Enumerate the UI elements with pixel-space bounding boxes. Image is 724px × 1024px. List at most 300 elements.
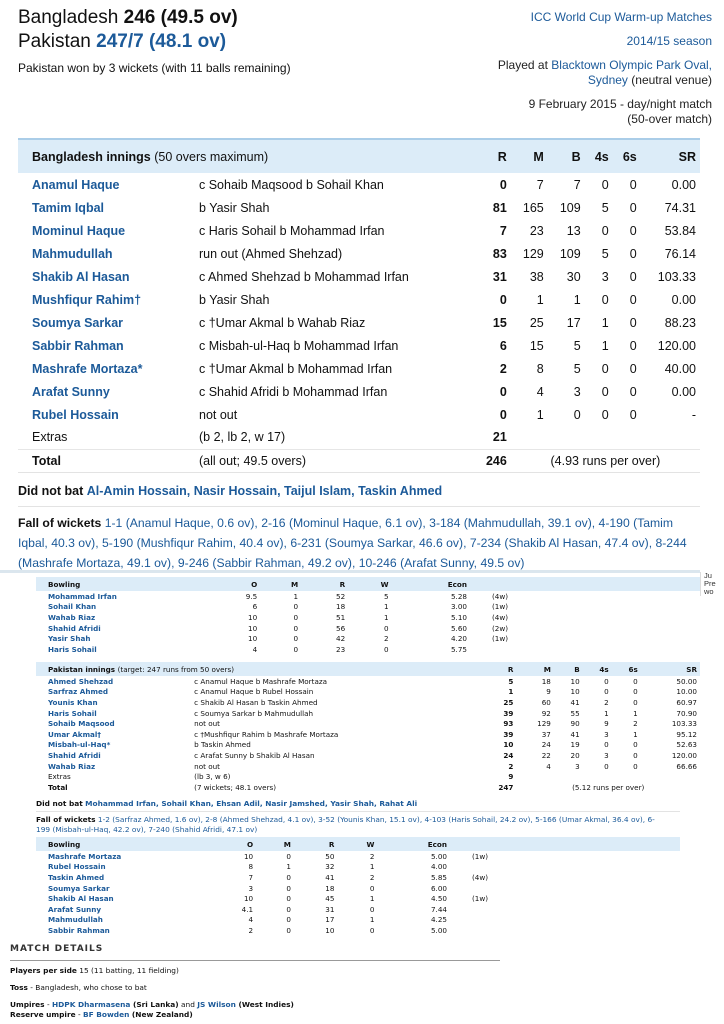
batsman-row [18, 357, 700, 380]
col-wickets: W [337, 837, 377, 851]
venue-link[interactable]: Blacktown Olympic Park Oval, [551, 58, 712, 72]
runs: 5 [508, 676, 514, 686]
bowler-name-link[interactable]: Arafat Sunny [48, 904, 102, 914]
bowler-row [36, 851, 680, 862]
bowler-row [36, 644, 700, 655]
sixes: 0 [629, 223, 637, 238]
wickets: 1 [369, 862, 375, 872]
wickets: 1 [369, 894, 375, 904]
dismissal: c Soumya Sarkar b Mahmudullah [194, 708, 314, 718]
runs: 31 [325, 904, 335, 914]
dismissal: c †Umar Akmal b Mohammad Irfan [199, 361, 393, 376]
minutes: 129 [537, 719, 551, 729]
fours: 3 [601, 269, 609, 284]
sixes: 1 [633, 708, 638, 718]
maidens: 0 [293, 644, 299, 654]
balls: 5 [573, 361, 581, 376]
batsman-name-link[interactable]: Mahmudullah [32, 246, 113, 261]
overs: 10 [248, 623, 258, 633]
batsman-name-link[interactable]: Misbah-ul-Haq* [48, 740, 111, 750]
col-m: M [516, 662, 553, 676]
economy: 5.60 [450, 623, 467, 633]
sixes: 0 [633, 687, 638, 697]
bowler-name-link[interactable]: Mahmudullah [48, 915, 103, 925]
dnb-label: Did not bat [18, 484, 84, 498]
fours: 0 [601, 292, 609, 307]
minutes: 129 [522, 246, 544, 261]
batsman-name-link[interactable]: Soumya Sarkar [32, 315, 124, 330]
pakistan-bowling-table [36, 577, 700, 655]
minutes: 1 [536, 407, 544, 422]
sixes: 0 [629, 246, 637, 261]
fours: 0 [604, 740, 609, 750]
runs: 10 [503, 740, 514, 750]
fours: 0 [604, 676, 609, 686]
wickets: 2 [369, 851, 375, 861]
dismissal: c Haris Sohail b Mohammad Irfan [199, 223, 385, 238]
economy: 5.85 [430, 872, 447, 882]
series-link[interactable]: ICC World Cup Warm-up Matches [530, 10, 712, 24]
sixes: 0 [629, 338, 637, 353]
runs: 7 [499, 223, 507, 238]
fours: 1 [601, 315, 609, 330]
batsman-name-link[interactable]: Mushfiqur Rahim† [32, 292, 142, 307]
runs: 93 [503, 719, 514, 729]
city-link[interactable]: Sydney [587, 73, 628, 87]
dismissal: not out [194, 761, 220, 771]
fow-text: 1-2 (Sarfraz Ahmed, 1.6 ov), 2-8 (Ahmed Shehzad, 4.1 ov), 3-52 (Younis Khan, 15.1 ov), 4-103 (Haris Sohail, 24.2 ov), 5-166 (Umar Akmal, 36.4 ov), 6-199 (Misbah-ul-Haq, 42.2 ov), 7-240 (Shahid Afridi, 47.1 ov) [36, 815, 655, 834]
wickets: 1 [383, 602, 389, 612]
overs: 4.1 [241, 904, 254, 914]
batsman-name-link[interactable]: Tamim Iqbal [32, 200, 105, 215]
strike-rate: - [691, 407, 696, 422]
extras-note: (1w) [472, 894, 489, 904]
reserve-umpire-link[interactable]: BF Bowden [82, 1010, 130, 1019]
innings-title-text: Bangladesh innings [32, 149, 151, 164]
batsman-row [36, 687, 700, 698]
balls: 10 [570, 687, 580, 697]
run-rate: (5.12 runs per over) [572, 782, 645, 792]
dismissal: not out [194, 719, 220, 729]
wickets: 1 [383, 612, 389, 622]
maidens: 0 [293, 612, 299, 622]
dismissal: c Arafat Sunny b Shakib Al Hasan [194, 750, 315, 760]
economy: 5.28 [450, 591, 467, 601]
runs: 56 [336, 623, 346, 633]
match-info [452, 10, 712, 127]
bowler-row [36, 602, 700, 613]
runs: 0 [499, 292, 507, 307]
extras-value: 21 [492, 430, 507, 445]
strike-rate: 50.00 [676, 676, 697, 686]
balls: 17 [566, 315, 581, 330]
sixes: 0 [633, 761, 638, 771]
match-result: Pakistan won by 3 wickets (with 11 balls remaining) [18, 61, 291, 75]
fours: 2 [604, 697, 609, 707]
fours: 0 [601, 407, 609, 422]
total-detail: (7 wickets; 48.1 overs) [194, 782, 277, 792]
dismissal: b Yasir Shah [199, 200, 270, 215]
runs: 51 [336, 612, 346, 622]
col-overs: O [206, 577, 260, 591]
fow-label: Fall of wickets [18, 516, 102, 530]
batsman-row [18, 380, 700, 403]
bowler-name-link[interactable]: Shahid Afridi [48, 623, 101, 633]
overs: 10 [243, 894, 254, 904]
col-b: B [554, 662, 583, 676]
bowler-name-link[interactable]: Wahab Riaz [48, 612, 96, 622]
fall-of-wickets-2 [36, 815, 656, 835]
runs: 15 [492, 315, 507, 330]
wickets: 0 [369, 925, 375, 935]
runs: 81 [492, 200, 507, 215]
runs: 83 [492, 246, 507, 261]
dismissal: b Yasir Shah [199, 292, 270, 307]
economy: 3.00 [450, 602, 467, 612]
extras-note: (1w) [492, 602, 509, 612]
dnb-players[interactable]: Al-Amin Hossain, Nasir Hossain, Taijul Islam, Taskin Ahmed [86, 484, 443, 498]
minutes: 1 [536, 292, 544, 307]
sidebar-text: wo [704, 587, 714, 596]
fours: 9 [604, 719, 609, 729]
sixes: 0 [629, 292, 637, 307]
overs: 10 [243, 851, 254, 861]
overs: 9.5 [245, 591, 258, 601]
players-per-side [10, 966, 179, 976]
batsman-name-link[interactable]: Ahmed Shehzad [48, 676, 114, 686]
col-m: M [511, 139, 548, 173]
team1-score-line [18, 6, 238, 30]
innings-subtitle: (50 overs maximum) [154, 149, 269, 164]
season-link[interactable]: 2014/15 season [626, 34, 712, 48]
fow-label: Fall of wickets [36, 815, 96, 824]
dismissal: c Shakib Al Hasan b Taskin Ahmed [194, 697, 318, 707]
runs: 18 [325, 883, 335, 893]
total-label: Total [18, 449, 195, 472]
extras-note: (4w) [492, 612, 509, 622]
overs: 3 [248, 883, 254, 893]
batsman-row [18, 219, 700, 242]
batsman-row [18, 196, 700, 219]
minutes: 8 [536, 361, 544, 376]
batsman-name-link[interactable]: Sarfraz Ahmed [48, 687, 108, 697]
minutes: 18 [541, 676, 551, 686]
dismissal: c Anamul Haque b Mashrafe Mortaza [194, 676, 328, 686]
sidebar-text: Ju [704, 571, 712, 580]
runs: 25 [503, 697, 514, 707]
bowler-name-link[interactable]: Sohail Khan [48, 602, 97, 612]
bowler-row [36, 872, 680, 883]
fours: 0 [601, 361, 609, 376]
batsman-name-link[interactable]: Rubel Hossain [32, 407, 119, 422]
maidens: 0 [286, 915, 291, 925]
batsman-name-link[interactable]: Sohaib Maqsood [48, 719, 115, 729]
extras-value: 9 [508, 772, 514, 782]
strike-rate: 120.00 [657, 338, 696, 353]
sixes: 0 [629, 269, 637, 284]
players-label: Players per side [10, 966, 77, 975]
extras-note: (1w) [492, 634, 509, 644]
strike-rate: 88.23 [664, 315, 696, 330]
economy: 5.75 [450, 644, 467, 654]
umpire-link[interactable]: JS Wilson [197, 1000, 236, 1009]
col-6s: 6s [613, 139, 641, 173]
batsman-name-link[interactable]: Mominul Haque [32, 223, 126, 238]
wickets: 2 [383, 634, 389, 644]
batsman-name-link[interactable]: Shakib Al Hasan [32, 269, 130, 284]
dismissal: c †Mushfiqur Rahim b Mashrafe Mortaza [194, 729, 339, 739]
minutes: 9 [546, 687, 551, 697]
balls: 0 [573, 407, 581, 422]
and-text: and [178, 1000, 198, 1009]
batsman-row [18, 334, 700, 357]
team1-name: Bangladesh [18, 7, 119, 28]
match-date: 9 February 2015 - day/night match [528, 97, 712, 111]
batsman-name-link[interactable]: Umar Akmal† [48, 729, 101, 739]
col-runs: R [294, 837, 338, 851]
innings-subtitle: (target: 247 runs from 50 overs) [117, 664, 235, 674]
fours: 5 [601, 246, 609, 261]
batsman-row [18, 265, 700, 288]
col-r: R [474, 139, 511, 173]
balls: 19 [570, 740, 580, 750]
run-rate: (4.93 runs per over) [511, 449, 700, 472]
sixes: 0 [629, 361, 637, 376]
col-economy: Econ [377, 837, 450, 851]
team1-score: 246 (49.5 ov) [123, 7, 238, 28]
runs: 2 [499, 361, 507, 376]
col-bowling: Bowling [36, 577, 206, 591]
minutes: 22 [541, 750, 551, 760]
batsman-name-link[interactable]: Wahab Riaz [48, 761, 96, 771]
batsman-row [36, 676, 700, 687]
extras-detail: (lb 3, w 6) [194, 772, 231, 782]
sixes: 0 [629, 384, 637, 399]
maidens: 0 [293, 623, 299, 633]
maidens: 0 [286, 904, 291, 914]
batsman-row [36, 740, 700, 751]
strike-rate: 103.33 [657, 269, 696, 284]
sixes: 0 [629, 407, 637, 422]
col-sr: SR [641, 139, 700, 173]
minutes: 7 [536, 177, 544, 192]
dash: - [44, 1000, 52, 1009]
maidens: 1 [293, 591, 299, 601]
overs: 7 [248, 872, 254, 882]
runs: 45 [325, 894, 335, 904]
strike-rate: 53.84 [664, 223, 696, 238]
team2-score-line [18, 30, 226, 54]
maidens: 0 [286, 925, 291, 935]
bowler-row [36, 915, 680, 926]
neutral-label: (neutral venue) [631, 73, 712, 87]
runs: 1 [508, 687, 514, 697]
col-6s: 6s [612, 662, 641, 676]
runs: 17 [325, 915, 335, 925]
umpire-country: (West Indies) [235, 1000, 294, 1009]
col-economy: Econ [392, 577, 470, 591]
bowler-name-link[interactable]: Yasir Shah [48, 634, 91, 644]
strike-rate: 0.00 [671, 384, 696, 399]
strike-rate: 70.90 [676, 708, 697, 718]
fours: 1 [604, 708, 609, 718]
batsman-name-link[interactable]: Mashrafe Mortaza* [32, 361, 143, 376]
sixes: 0 [633, 697, 638, 707]
economy: 5.00 [430, 851, 447, 861]
balls: 5 [573, 338, 581, 353]
balls: 13 [566, 223, 581, 238]
umpire-link[interactable]: HDPK Dharmasena [51, 1000, 131, 1009]
played-at-label: Played at [497, 58, 548, 72]
batsman-name-link[interactable]: Younis Khan [48, 697, 98, 707]
total-row [18, 449, 700, 472]
bangladesh-batting-table [18, 138, 700, 472]
bowler-name-link[interactable]: Soumya Sarkar [48, 883, 110, 893]
dismissal: not out [199, 407, 238, 422]
did-not-bat-2 [36, 799, 417, 809]
team2-score: 247/7 (48.1 ov) [96, 31, 227, 52]
minutes: 4 [536, 384, 544, 399]
runs: 0 [499, 407, 507, 422]
strike-rate: 103.33 [671, 719, 697, 729]
extras-label: Extras [32, 430, 68, 445]
overs: 4 [252, 644, 258, 654]
runs: 39 [503, 708, 514, 718]
toss [10, 983, 147, 993]
runs: 39 [503, 729, 514, 739]
bowler-name-link[interactable]: Sabbir Rahman [48, 925, 110, 935]
extras-note: (1w) [472, 851, 489, 861]
sixes: 0 [629, 315, 637, 330]
fours: 0 [601, 177, 609, 192]
runs: 32 [325, 862, 335, 872]
wickets: 0 [369, 883, 375, 893]
bowler-name-link[interactable]: Taskin Ahmed [48, 872, 105, 882]
economy: 4.50 [430, 894, 447, 904]
runs: 2 [508, 761, 514, 771]
match-details-title: MATCH DETAILS [10, 944, 104, 954]
fours: 5 [601, 200, 609, 215]
overs: 6 [252, 602, 258, 612]
bowling-header-row [36, 577, 700, 591]
dismissal: c Misbah-ul-Haq b Mohammad Irfan [199, 338, 399, 353]
col-maidens: M [260, 577, 301, 591]
dnb-players[interactable]: Mohammad Irfan, Sohail Khan, Ehsan Adil, Nasir Jamshed, Yasir Shah, Rahat Ali [85, 799, 418, 808]
fall-of-wickets-1 [18, 513, 698, 573]
bowler-row [36, 893, 680, 904]
overs: 8 [248, 862, 254, 872]
venue-line [452, 58, 712, 88]
players-value: 15 (11 batting, 11 fielding) [79, 966, 179, 975]
minutes: 24 [541, 740, 551, 750]
extras-note [450, 883, 680, 894]
strike-rate: 0.00 [671, 292, 696, 307]
economy: 7.44 [430, 904, 447, 914]
runs: 23 [336, 644, 346, 654]
innings-title-text: Pakistan innings [48, 664, 116, 674]
col-r: R [476, 662, 516, 676]
umpires [10, 1000, 294, 1020]
batsman-row [36, 697, 700, 708]
fours: 3 [604, 729, 609, 739]
overs: 2 [248, 925, 254, 935]
bowler-row [36, 633, 700, 644]
bowler-name-link[interactable]: Rubel Hossain [48, 862, 106, 872]
runs: 18 [336, 602, 346, 612]
balls: 55 [570, 708, 580, 718]
batsman-name-link[interactable]: Anamul Haque [32, 177, 120, 192]
balls: 41 [570, 697, 580, 707]
extras-note: (2w) [492, 623, 509, 633]
strike-rate: 52.63 [676, 740, 697, 750]
innings-title [36, 662, 476, 676]
runs: 0 [499, 384, 507, 399]
total-value: 247 [498, 782, 514, 792]
sixes: 0 [633, 750, 638, 760]
balls: 30 [566, 269, 581, 284]
bowling-header-row [36, 837, 680, 851]
extras-note [450, 925, 680, 936]
bowler-name-link[interactable]: Shakib Al Hasan [48, 894, 114, 904]
match-format: (50-over match) [627, 112, 712, 126]
wickets: 0 [369, 904, 375, 914]
dismissal: c Shahid Afridi b Mohammad Irfan [199, 384, 388, 399]
dismissal: c Sohaib Maqsood b Sohail Khan [199, 177, 384, 192]
extras-note: (4w) [492, 591, 509, 601]
extras-note [450, 904, 680, 915]
bowler-name-link[interactable]: Haris Sohail [48, 644, 97, 654]
total-row [36, 782, 700, 793]
strike-rate: 66.66 [676, 761, 697, 771]
col-maidens: M [256, 837, 294, 851]
batsman-name-link[interactable]: Haris Sohail [48, 708, 97, 718]
balls: 3 [575, 761, 580, 771]
batsman-name-link[interactable]: Arafat Sunny [32, 384, 110, 399]
batsman-name-link[interactable]: Sabbir Rahman [32, 338, 124, 353]
strike-rate: 0.00 [671, 177, 696, 192]
bowler-row [36, 623, 700, 634]
umpire-country: (New Zealand) [129, 1010, 193, 1019]
sidebar-text: Pre [704, 579, 716, 588]
dismissal: run out (Ahmed Shehzad) [199, 246, 343, 261]
umpire-country: (Sri Lanka) [130, 1000, 179, 1009]
col-b: B [548, 139, 585, 173]
col-bowling: Bowling [36, 837, 206, 851]
wickets: 1 [369, 915, 375, 925]
wickets: 5 [383, 591, 389, 601]
bowler-row [36, 925, 680, 936]
extras-note [470, 644, 700, 655]
total-value: 246 [474, 449, 511, 472]
runs: 50 [325, 851, 335, 861]
strike-rate: 95.12 [676, 729, 697, 739]
economy: 4.20 [450, 634, 467, 644]
dash: - [75, 1010, 83, 1019]
overs: 4 [248, 915, 254, 925]
batting-header-row [36, 662, 700, 676]
col-runs: R [301, 577, 348, 591]
batsman-row [18, 242, 700, 265]
dismissal: c †Umar Akmal b Wahab Riaz [199, 315, 366, 330]
bowler-name-link[interactable]: Mashrafe Mortaza [48, 851, 122, 861]
minutes: 165 [522, 200, 544, 215]
batsman-name-link[interactable]: Shahid Afridi [48, 750, 101, 760]
col-sr: SR [641, 662, 700, 676]
sixes: 2 [633, 719, 638, 729]
balls: 20 [570, 750, 580, 760]
bowler-name-link[interactable]: Mohammad Irfan [48, 591, 117, 601]
pakistan-batting-table [36, 662, 700, 793]
